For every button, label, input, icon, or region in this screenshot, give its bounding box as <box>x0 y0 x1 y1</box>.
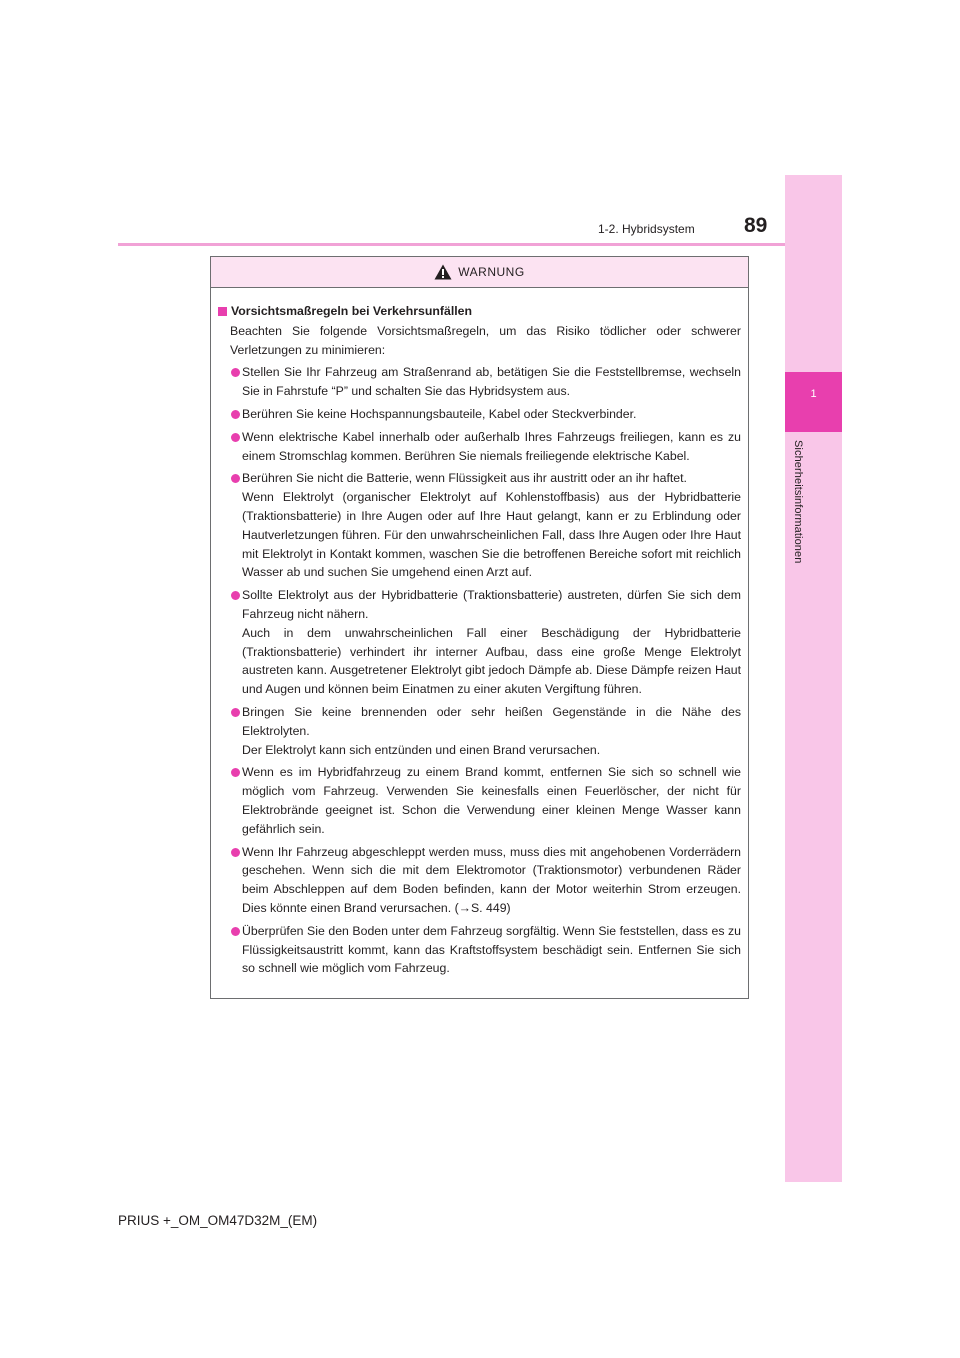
chapter-number: 1 <box>810 388 817 400</box>
warning-bullet-text: Auch in dem unwahrscheinlichen Fall einer Beschädigung der Hybridbatterie (Traktionsbatterie) verhindert ihr interner Aufbau, dass eine große Menge Elektrolyt austreten kann. Ausgetretener Elektrolyt gibt jedoch Dämpfe ab. Diese Dämpfe reizen Haut und Augen und können beim Einatmen zu einer akuten Vergiftung führen. <box>242 625 741 697</box>
warning-bullet-item <box>218 763 741 838</box>
chapter-title: Sicherheitsinformationen <box>792 440 804 564</box>
warning-bullet-item <box>218 703 741 759</box>
warning-bullet-item <box>218 428 741 466</box>
section-title: 1-2. Hybridsystem <box>598 222 695 236</box>
warning-bullet-text: Wenn es im Hybridfahrzeug zu einem Brand kommt, entfernen Sie sich so schnell wie möglich vom Fahrzeug. Verwenden Sie keinesfalls einen Feuerlöscher, der nicht für Elektrobrände geeignet ist. Schon die Verwendung einer kleinen Menge Wasser kann gefährlich sein. <box>242 765 741 836</box>
warning-title: WARNUNG <box>458 265 525 279</box>
warning-bullet-text: Sollte Elektrolyt aus der Hybridbatterie (Traktionsbatterie) austreten, dürfen Sie sich dem Fahrzeug nicht nähern. <box>242 588 741 621</box>
warning-heading-text: Vorsichtsmaßregeln bei Verkehrsunfällen <box>231 304 473 318</box>
header-rule <box>118 243 785 246</box>
warning-intro: Beachten Sie folgende Vorsichtsmaßregeln, um das Risiko tödlicher oder schwerer Verletzungen zu minimieren: <box>230 323 741 357</box>
round-bullet-icon <box>231 433 240 442</box>
round-bullet-icon <box>231 591 240 600</box>
warning-bullet-text: Stellen Sie Ihr Fahrzeug am Straßenrand ab, betätigen Sie die Feststellbremse, wechseln Sie in Fahrstufe “P” und schalten Sie das Hybridsystem aus. <box>242 365 741 399</box>
warning-bullet-item <box>218 405 741 424</box>
warning-triangle-icon <box>434 264 452 280</box>
page-number: 89 <box>744 214 768 237</box>
warning-bullet-item <box>218 586 741 699</box>
warning-bullet-list <box>218 363 741 978</box>
warning-bullet-text: Wenn Elektrolyt (organischer Elektrolyt auf Kohlenstoffbasis) aus der Hybridbatterie (Traktionsbatterie) in Ihre Augen oder auf Ihre Haut gelangt, kann er zu Erblindung oder Hautverletzungen führen. Für den unwahrscheinlichen Fall, dass Ihre Augen oder Ihre Haut mit Elektrolyt in Kontakt kommen, waschen Sie die betroffenen Bereiche sofort mit reichlich Wasser ab und suchen Sie umgehend einen Arzt auf. <box>242 490 741 580</box>
chapter-tab <box>785 372 842 432</box>
warning-bullet-text: Wenn Ihr Fahrzeug abgeschleppt werden muss, muss dies mit angehobenen Vorderrädern geschehen. Wenn sich die mit dem Elektromotor (Traktionsmotor) verbundenen Räder beim Abschleppen auf dem Boden befinden, kann der Motor weiterhin Strom erzeugen. Dies könnte einen Brand verursachen. (→S. 449) <box>242 844 741 915</box>
square-bullet-icon <box>218 307 227 316</box>
warning-heading <box>218 302 741 321</box>
warning-box <box>210 256 749 999</box>
warning-bullet-text: Berühren Sie nicht die Batterie, wenn Flüssigkeit aus ihr austritt oder an ihr haftet. <box>242 471 687 486</box>
warning-bullet-item <box>218 843 741 918</box>
round-bullet-icon <box>231 848 240 857</box>
warning-bullet-text: Der Elektrolyt kann sich entzünden und einen Brand verursachen. <box>242 742 601 757</box>
round-bullet-icon <box>231 927 240 936</box>
round-bullet-icon <box>231 368 240 377</box>
footer-doc-id: PRIUS +_OM_OM47D32M_(EM) <box>118 1213 318 1228</box>
round-bullet-icon <box>231 768 240 777</box>
warning-bullet-text: Berühren Sie keine Hochspannungsbauteile, Kabel oder Steckverbinder. <box>242 406 637 421</box>
warning-bullet-text: Bringen Sie keine brennenden oder sehr heißen Gegenstände in die Nähe des Elektrolyten. <box>242 704 741 738</box>
chapter-sidebar <box>785 175 842 1182</box>
warning-bullet-item <box>218 469 741 582</box>
warning-bullet-text: Überprüfen Sie den Boden unter dem Fahrzeug sorgfältig. Wenn Sie feststellen, dass es zu Flüssigkeitsaustritt kommt, kann das Kraftstoffsystem beschädigt sein. Entfernen Sie sich so schnell wie möglich vom Fahrzeug. <box>242 923 741 976</box>
warning-bullet-text: Wenn elektrische Kabel innerhalb oder außerhalb Ihres Fahrzeugs freiliegen, kann es zu einem Stromschlag kommen. Berühren Sie niemals freiliegende elektrische Kabel. <box>242 429 741 463</box>
warning-bullet-item <box>218 922 741 978</box>
warning-header <box>211 257 748 288</box>
round-bullet-icon <box>231 410 240 419</box>
warning-bullet-item <box>218 363 741 401</box>
round-bullet-icon <box>231 474 240 483</box>
warning-body <box>211 288 748 978</box>
round-bullet-icon <box>231 708 240 717</box>
